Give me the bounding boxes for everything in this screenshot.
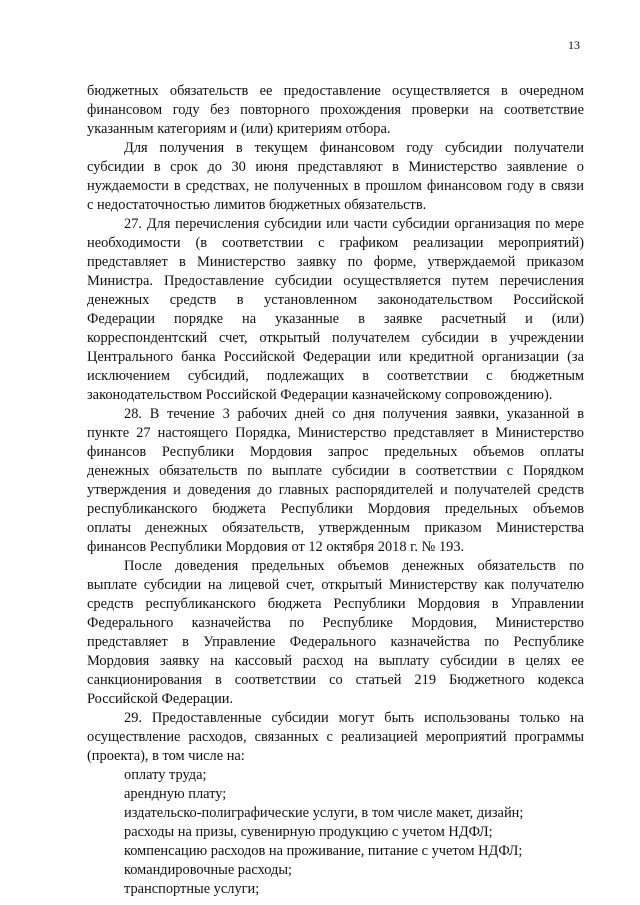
text-line: издательско-полиграфические услуги, в том числе макет, дизайн; bbox=[124, 805, 524, 821]
text-line: указанным категориям и (или) критериям отбора. bbox=[87, 121, 391, 137]
text-line: представляет в Управление Федерального казначейства по Республике bbox=[87, 634, 584, 650]
text-line: денежных обязательств по выплате субсидии в соответствии с Порядком bbox=[87, 463, 584, 479]
text-line: Федерального казначейства по Республике Мордовия, Министерство bbox=[87, 615, 584, 631]
text-line: средств республиканского бюджета Республики Мордовия в Управлении bbox=[87, 596, 584, 612]
body-text bbox=[87, 82, 584, 899]
text-line: корреспондентский счет, открытый получателем субсидии в учреждении bbox=[87, 330, 584, 346]
text-line: финансов Республики Мордовия запрос предельных объемов оплаты bbox=[87, 444, 584, 460]
text-line: Мордовия заявку на кассовый расход на выплату субсидии в целях ее bbox=[87, 653, 584, 669]
text-line: исключением субсидий, подлежащих в соответствии с бюджетным bbox=[87, 368, 584, 384]
text-line: Для получения в текущем финансовом году субсидии получатели bbox=[124, 140, 584, 156]
text-line: нуждаемости в средствах, не полученных в прошлом финансовом году в связи bbox=[87, 178, 584, 194]
text-line: республиканского бюджета Республики Мордовия предельных объемов bbox=[87, 501, 584, 517]
text-line: Российской Федерации. bbox=[87, 691, 234, 707]
text-line: расходы на призы, сувенирную продукцию с учетом НДФЛ; bbox=[124, 824, 493, 840]
text-line: законодательством Российской Федерации казначейскому сопровождению). bbox=[87, 387, 553, 403]
text-line: санкционирования в соответствии со статьей 219 Бюджетного кодекса bbox=[87, 672, 584, 688]
text-line: транспортные услуги; bbox=[124, 881, 260, 897]
text-line: бюджетных обязательств ее предоставление осуществляется в очередном bbox=[87, 83, 584, 99]
text-line: субсидии в срок до 30 июня представляют в Министерство заявление о bbox=[87, 159, 584, 175]
text-line: финансов Республики Мордовия от 12 октября 2018 г. № 193. bbox=[87, 539, 465, 555]
text-line: Центрального банка Российской Федерации или кредитной организации (за bbox=[87, 349, 584, 365]
text-line: денежных средств в установленном законодательством Российской bbox=[87, 292, 584, 308]
text-line: компенсацию расходов на проживание, питание с учетом НДФЛ; bbox=[124, 843, 523, 859]
text-line: представляет в Министерство заявку по форме, утверждаемой приказом bbox=[87, 254, 584, 270]
text-line: осуществление расходов, связанных с реализацией мероприятий программы bbox=[87, 729, 584, 745]
text-line: Федерации порядке на указанные в заявке расчетный и (или) bbox=[87, 311, 584, 327]
text-line: оплаты денежных обязательств, утвержденным приказом Министерства bbox=[87, 520, 584, 536]
text-line: оплату труда; bbox=[124, 767, 207, 783]
text-line: финансовом году без повторного прохождения проверки на соответствие bbox=[87, 102, 584, 118]
page-number: 13 bbox=[568, 38, 580, 52]
text-line: 28. В течение 3 рабочих дней со дня получения заявки, указанной в bbox=[124, 406, 584, 422]
text-line: 29. Предоставленные субсидии могут быть использованы только на bbox=[124, 710, 584, 726]
text-line: 27. Для перечисления субсидии или части субсидии организация по мере bbox=[124, 216, 584, 232]
text-line: (проекта), в том числе на: bbox=[87, 748, 245, 764]
text-line: необходимости (в соответствии с графиком реализации мероприятий) bbox=[87, 235, 584, 251]
text-line: После доведения предельных объемов денежных обязательств по bbox=[124, 558, 584, 574]
text-line: с недостаточностью лимитов бюджетных обязательств. bbox=[87, 197, 427, 213]
text-line: командировочные расходы; bbox=[124, 862, 292, 878]
text-line: арендную плату; bbox=[124, 786, 227, 802]
text-line: Министра. Предоставление субсидии осуществляется путем перечисления bbox=[87, 273, 584, 289]
text-line: утверждения и доведения до главных распорядителей и получателей средств bbox=[87, 482, 584, 498]
text-line: пункте 27 настоящего Порядка, Министерство представляет в Министерство bbox=[87, 425, 584, 441]
text-line: выплате субсидии на лицевой счет, открытый Министерству как получателю bbox=[87, 577, 584, 593]
